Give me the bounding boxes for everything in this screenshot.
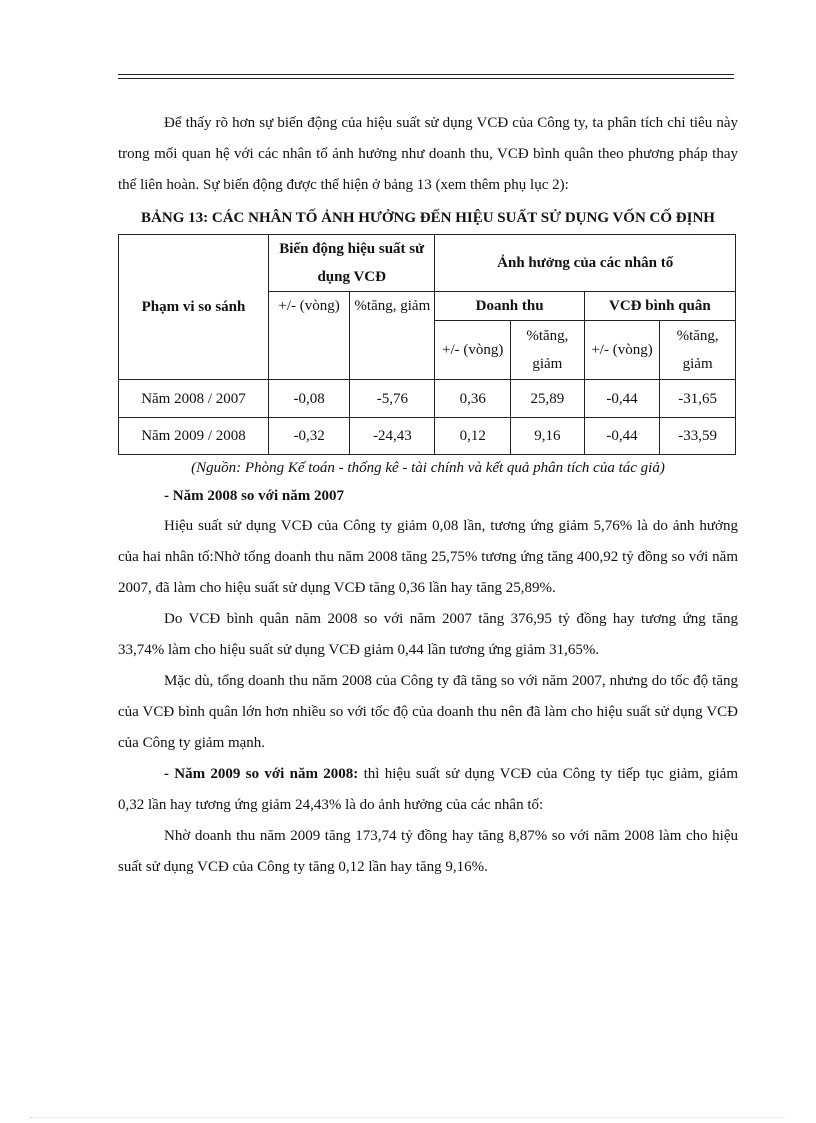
vcd-abs-header: +/- (vòng) [584, 321, 660, 380]
paragraph-1: Hiệu suất sử dụng VCĐ của Công ty giảm 0,08 lần, tương ứng giảm 5,76% là do ảnh hưởng của hai nhân tố:Nhờ tổng doanh thu năm 2008 tăng 25,75% tương ứng tăng 400,92 tỷ đồng so với năm 2007, đã làm cho hiệu suất sử dụng VCĐ tăng 0,36 lần hay tăng 25,89%. [118, 518, 738, 596]
cell: -0,44 [584, 418, 660, 455]
cell: -33,59 [660, 418, 736, 455]
cell: 0,12 [435, 418, 511, 455]
revenue-abs-header: +/- (vòng) [435, 321, 511, 380]
row-scope: Năm 2009 / 2008 [119, 418, 269, 455]
cell: -0,44 [584, 380, 660, 418]
cell: -0,08 [268, 380, 349, 418]
change-pct-header: %tăng, giảm [350, 292, 435, 380]
footer-divider [30, 1117, 786, 1118]
col-scope-header: Phạm vi so sánh [119, 235, 269, 380]
paragraph-2: Do VCĐ bình quân năm 2008 so với năm 2007 tăng 376,95 tỷ đồng hay tương ứng tăng 33,74% làm cho hiệu suất sử dụng VCĐ giảm 0,44 lần tương ứng giảm 31,65%. [118, 611, 738, 658]
paragraph-5: Nhờ doanh thu năm 2009 tăng 173,74 tỷ đồng hay tăng 8,87% so với năm 2008 làm cho hiệu suất sử dụng VCĐ của Công ty tăng 0,12 lần hay tăng 9,16%. [118, 828, 738, 875]
paragraph-4 [118, 759, 738, 821]
revenue-header: Doanh thu [435, 292, 584, 321]
vcd-pct-header: %tăng, giảm [660, 321, 736, 380]
cell: -31,65 [660, 380, 736, 418]
table-row [119, 380, 736, 418]
cell: 25,89 [511, 380, 585, 418]
row-scope: Năm 2008 / 2007 [119, 380, 269, 418]
paragraph-4-text: thì hiệu suất sử dụng VCĐ của Công ty tiếp tục giảm, giảm 0,32 lần hay tương ứng giảm 24,43% là do ảnh hưởng của các nhân tố: [118, 766, 738, 813]
change-abs-header: +/- (vòng) [268, 292, 349, 380]
vcd-header: VCĐ bình quân [584, 292, 735, 321]
revenue-pct-header: %tăng, giảm [511, 321, 585, 380]
table-row [119, 418, 736, 455]
table-title: BẢNG 13: CÁC NHÂN TỐ ẢNH HƯỞNG ĐẾN HIỆU SUẤT SỬ DỤNG VỐN CỐ ĐỊNH [141, 210, 715, 226]
col-factors-header: Ảnh hưởng của các nhân tố [435, 235, 736, 292]
document-body [118, 108, 738, 883]
factors-table [118, 234, 736, 455]
header-rule-top [118, 74, 734, 75]
header-rule-bottom [118, 78, 734, 79]
cell: -24,43 [350, 418, 435, 455]
intro-paragraph: Để thấy rõ hơn sự biến động của hiệu suất sử dụng VCĐ của Công ty, ta phân tích chỉ tiêu này trong mối quan hệ với các nhân tố ảnh hưởng như doanh thu, VCĐ bình quân theo phương pháp thay thế liên hoàn. Sự biến động được thể hiện ở bảng 13 (xem thêm phụ lục 2): [118, 115, 738, 193]
cell: 0,36 [435, 380, 511, 418]
col-change-header: Biến động hiệu suất sử dụng VCĐ [268, 235, 434, 292]
cell: -5,76 [350, 380, 435, 418]
section-heading-2008: - Năm 2008 so với năm 2007 [164, 488, 344, 504]
cell: -0,32 [268, 418, 349, 455]
section-heading-2009: - Năm 2009 so với năm 2008: [164, 766, 359, 782]
cell: 9,16 [511, 418, 585, 455]
table-source: (Nguồn: Phòng Kế toán - thống kê - tài chính và kết quả phân tích của tác giả) [191, 460, 665, 476]
paragraph-3: Mặc dù, tổng doanh thu năm 2008 của Công ty đã tăng so với năm 2007, nhưng do tốc độ tăng của VCĐ bình quân lớn hơn nhiều so với tốc độ của doanh thu nên đã làm cho hiệu suất sử dụng VCĐ của Công ty giảm mạnh. [118, 673, 738, 751]
